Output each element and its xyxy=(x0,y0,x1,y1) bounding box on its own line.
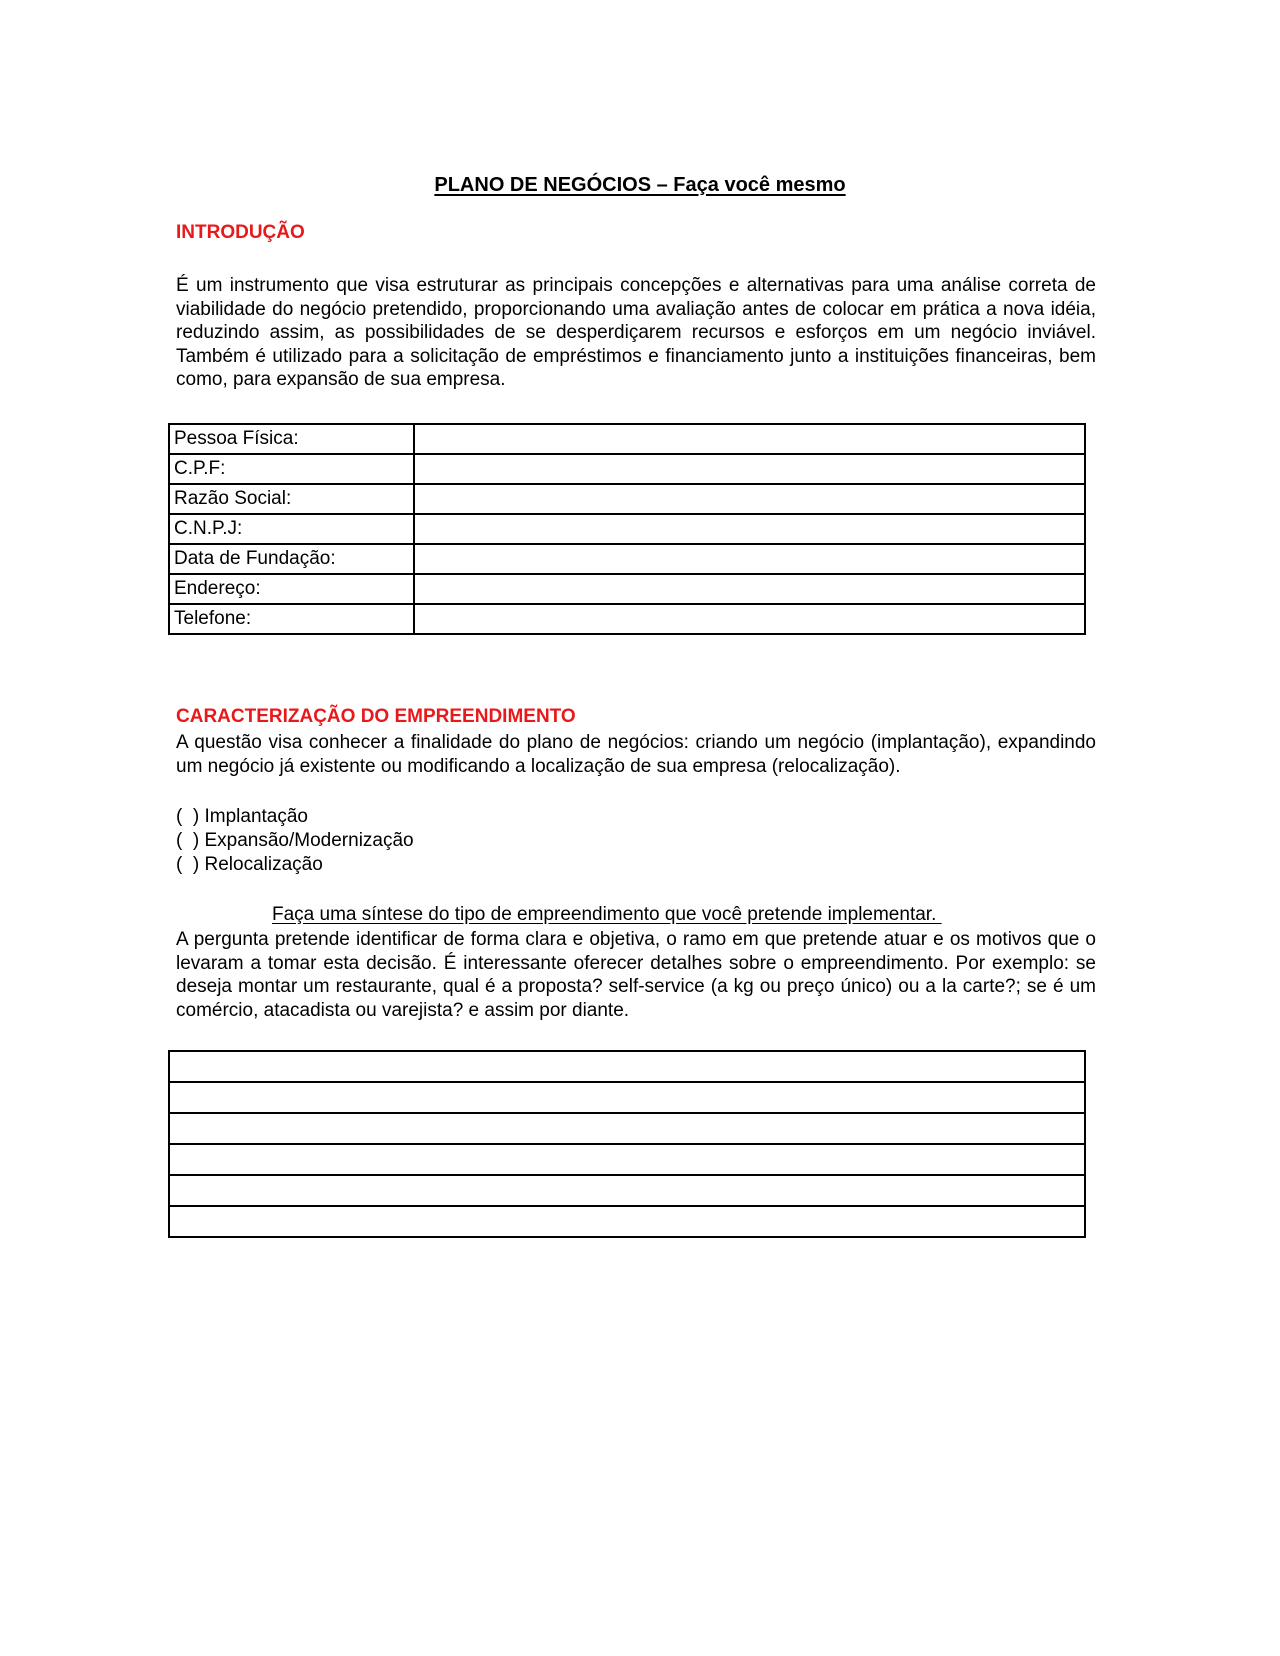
synthesis-paragraph: A pergunta pretende identificar de forma clara e objetiva, o ramo em que pretende atuar e os motivos que o levaram a tomar esta decisão. É interessante oferecer detalhes sobre o empreendimento. Por exemplo: se deseja montar um restaurante, qual é a proposta? self-service (a kg ou preço único) ou a la carte?; se é um comércio, atacadista ou varejista? e assim por diante. xyxy=(176,929,1096,1021)
synthesis-answer-table xyxy=(168,1050,1086,1238)
table-row xyxy=(169,1175,1085,1206)
answer-line-field[interactable] xyxy=(169,1051,1085,1082)
answer-line-field[interactable] xyxy=(169,1082,1085,1113)
option-expansao-modernizacao[interactable]: ( ) Expansão/Modernização xyxy=(176,830,414,851)
cnpj-label: C.N.P.J: xyxy=(169,514,414,544)
telefone-field[interactable] xyxy=(414,604,1085,634)
characterization-heading: CARACTERIZAÇÃO DO EMPREENDIMENTO xyxy=(176,706,576,727)
table-row xyxy=(169,454,1085,484)
introduction-paragraph: É um instrumento que visa estruturar as principais concepções e alternativas para uma análise correta de viabilidade do negócio pretendido, proporcionando uma avaliação antes de colocar em prática a nova idéia, reduzindo assim, as possibilidades de se desperdiçarem recursos e esforços em um negócio inviável. Também é utilizado para a solicitação de empréstimos e financiamento junto a instituições financeiras, bem como, para expansão de sua empresa. xyxy=(176,275,1096,390)
table-row xyxy=(169,1113,1085,1144)
table-row xyxy=(169,424,1085,454)
razao-social-label: Razão Social: xyxy=(169,484,414,514)
table-row xyxy=(169,1206,1085,1237)
table-row xyxy=(169,1051,1085,1082)
document-title-text: PLANO DE NEGÓCIOS – Faça você mesmo xyxy=(434,174,846,196)
table-row xyxy=(169,1144,1085,1175)
option-list xyxy=(176,805,414,877)
data-fundacao-label: Data de Fundação: xyxy=(169,544,414,574)
endereco-label: Endereço: xyxy=(169,574,414,604)
answer-line-field[interactable] xyxy=(169,1113,1085,1144)
endereco-field[interactable] xyxy=(414,574,1085,604)
table-row xyxy=(169,514,1085,544)
table-row xyxy=(169,1082,1085,1113)
answer-line-field[interactable] xyxy=(169,1175,1085,1206)
cnpj-field[interactable] xyxy=(414,514,1085,544)
identification-table xyxy=(168,423,1086,635)
option-relocalizacao[interactable]: ( ) Relocalização xyxy=(176,854,323,875)
table-row xyxy=(169,574,1085,604)
table-row xyxy=(169,544,1085,574)
data-fundacao-field[interactable] xyxy=(414,544,1085,574)
cpf-field[interactable] xyxy=(414,454,1085,484)
characterization-paragraph: A questão visa conhecer a finalidade do plano de negócios: criando um negócio (implantação), expandindo um negócio já existente ou modificando a localização de sua empresa (relocalização). xyxy=(176,732,1096,777)
synthesis-title: Faça uma síntese do tipo de empreendimento que você pretende implementar. xyxy=(272,904,942,925)
introduction-heading: INTRODUÇÃO xyxy=(176,222,305,243)
cpf-label: C.P.F: xyxy=(169,454,414,484)
pessoa-fisica-label: Pessoa Física: xyxy=(169,424,414,454)
table-row xyxy=(169,484,1085,514)
telefone-label: Telefone: xyxy=(169,604,414,634)
document-title xyxy=(0,174,1280,197)
pessoa-fisica-field[interactable] xyxy=(414,424,1085,454)
table-row xyxy=(169,604,1085,634)
option-implantacao[interactable]: ( ) Implantação xyxy=(176,806,308,827)
razao-social-field[interactable] xyxy=(414,484,1085,514)
answer-line-field[interactable] xyxy=(169,1206,1085,1237)
answer-line-field[interactable] xyxy=(169,1144,1085,1175)
